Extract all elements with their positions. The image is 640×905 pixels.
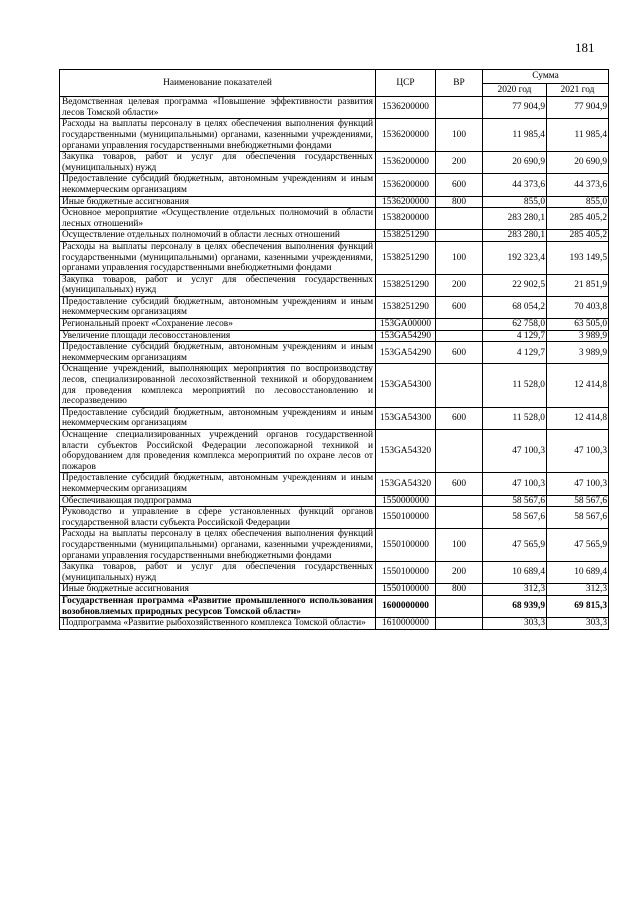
row-name-cell: Увеличение площади лесовосстановления (60, 330, 376, 342)
table-row (60, 407, 609, 429)
header-csr: ЦСР (376, 70, 436, 97)
row-2021-cell: 77 904,9 (547, 97, 609, 119)
row-name-cell: Иные бюджетные ассигнования (60, 584, 376, 596)
row-csr-cell: 1610000000 (376, 618, 436, 630)
table-row (60, 97, 609, 119)
row-csr-cell: 153GA54300 (376, 364, 436, 407)
table-row (60, 319, 609, 331)
table-row (60, 595, 609, 617)
row-vr-cell: 800 (436, 584, 483, 596)
row-vr-cell (436, 618, 483, 630)
row-name-cell: Предоставление субсидий бюджетным, автономным учреждениям и иным некоммерческим организациям (60, 473, 376, 495)
row-2020-cell: 312,3 (483, 584, 547, 596)
row-csr-cell: 1550100000 (376, 562, 436, 584)
row-csr-cell: 1538251290 (376, 230, 436, 242)
table-row (60, 119, 609, 152)
table-row (60, 330, 609, 342)
row-2021-cell: 855,0 (547, 196, 609, 208)
row-2021-cell: 69 815,3 (547, 595, 609, 617)
row-csr-cell: 1536200000 (376, 97, 436, 119)
row-name-cell: Предоставление субсидий бюджетным, автономным учреждениям и иным некоммерческим организациям (60, 342, 376, 364)
row-name-cell: Предоставление субсидий бюджетным, автономным учреждениям и иным некоммерческим организациям (60, 296, 376, 318)
row-csr-cell: 153GA54320 (376, 473, 436, 495)
row-2020-cell: 11 528,0 (483, 364, 547, 407)
row-csr-cell: 153GA54300 (376, 407, 436, 429)
row-2020-cell: 4 129,7 (483, 342, 547, 364)
table-row (60, 473, 609, 495)
row-2020-cell: 47 100,3 (483, 430, 547, 473)
table-row (60, 364, 609, 407)
row-2021-cell: 58 567,6 (547, 495, 609, 507)
row-name-cell: Закупка товаров, работ и услуг для обеспечения государственных (муниципальных) нужд (60, 562, 376, 584)
row-vr-cell (436, 319, 483, 331)
row-2020-cell: 11 985,4 (483, 119, 547, 152)
row-vr-cell (436, 97, 483, 119)
table-header (60, 70, 609, 97)
row-2020-cell: 283 280,1 (483, 230, 547, 242)
row-2020-cell: 47 565,9 (483, 529, 547, 562)
row-csr-cell: 1550100000 (376, 584, 436, 596)
table-row (60, 430, 609, 473)
row-2020-cell: 47 100,3 (483, 473, 547, 495)
row-name-cell: Осуществление отдельных полномочий в области лесных отношений (60, 230, 376, 242)
table-row (60, 529, 609, 562)
row-2020-cell: 68 939,9 (483, 595, 547, 617)
table-row (60, 562, 609, 584)
row-2021-cell: 12 414,8 (547, 407, 609, 429)
row-name-cell: Основное мероприятие «Осуществление отдельных полномочий в области лесных отношений» (60, 208, 376, 230)
table-row (60, 174, 609, 196)
row-vr-cell: 800 (436, 196, 483, 208)
header-2021: 2021 год (547, 83, 609, 97)
row-vr-cell: 600 (436, 407, 483, 429)
row-vr-cell (436, 495, 483, 507)
row-csr-cell: 1538251290 (376, 274, 436, 296)
header-name: Наименование показателей (60, 70, 376, 97)
row-vr-cell (436, 330, 483, 342)
header-2020: 2020 год (483, 83, 547, 97)
page-number: 181 (575, 40, 595, 55)
row-2021-cell: 70 403,8 (547, 296, 609, 318)
row-2020-cell: 77 904,9 (483, 97, 547, 119)
row-csr-cell: 1536200000 (376, 152, 436, 174)
row-2021-cell: 3 989,9 (547, 342, 609, 364)
row-2021-cell: 20 690,9 (547, 152, 609, 174)
table-row (60, 230, 609, 242)
row-2021-cell: 63 505,0 (547, 319, 609, 331)
header-vr: ВР (436, 70, 483, 97)
row-2020-cell: 192 323,4 (483, 241, 547, 274)
row-csr-cell: 1600000000 (376, 595, 436, 617)
row-name-cell: Расходы на выплаты персоналу в целях обеспечения выполнения функций государственными (муниципальными) органами, казенными учреждениями, органами управления государственными внебюджетными фондами (60, 119, 376, 152)
row-2020-cell: 4 129,7 (483, 330, 547, 342)
row-2021-cell: 21 851,9 (547, 274, 609, 296)
row-vr-cell: 600 (436, 174, 483, 196)
table-row (60, 584, 609, 596)
row-2020-cell: 11 528,0 (483, 407, 547, 429)
row-name-cell: Подпрограмма «Развитие рыбохозяйственного комплекса Томской области» (60, 618, 376, 630)
row-csr-cell: 1550000000 (376, 495, 436, 507)
row-2021-cell: 10 689,4 (547, 562, 609, 584)
row-csr-cell: 1536200000 (376, 196, 436, 208)
row-vr-cell: 100 (436, 529, 483, 562)
row-name-cell: Предоставление субсидий бюджетным, автономным учреждениям и иным некоммерческим организациям (60, 407, 376, 429)
row-name-cell: Предоставление субсидий бюджетным, автономным учреждениям и иным некоммерческим организациям (60, 174, 376, 196)
budget-table (59, 69, 609, 630)
row-name-cell: Расходы на выплаты персоналу в целях обеспечения выполнения функций государственными (муниципальными) органами, казенными учреждениями, органами управления государственными внебюджетными фондами (60, 529, 376, 562)
table-row (60, 296, 609, 318)
table-row (60, 196, 609, 208)
row-vr-cell: 100 (436, 119, 483, 152)
row-2020-cell: 283 280,1 (483, 208, 547, 230)
row-vr-cell: 200 (436, 562, 483, 584)
row-2021-cell: 47 565,9 (547, 529, 609, 562)
row-2021-cell: 285 405,2 (547, 208, 609, 230)
row-name-cell: Оснащение учреждений, выполняющих мероприятия по воспроизводству лесов, специализированной лесохозяйственной техникой и оборудованием для проведения комплекса мероприятий по лесовосстановлению и лесоразведению (60, 364, 376, 407)
row-2020-cell: 68 054,2 (483, 296, 547, 318)
table-row (60, 274, 609, 296)
row-csr-cell: 1536200000 (376, 174, 436, 196)
row-vr-cell: 200 (436, 152, 483, 174)
row-2020-cell: 855,0 (483, 196, 547, 208)
row-vr-cell (436, 595, 483, 617)
row-name-cell: Расходы на выплаты персоналу в целях обеспечения выполнения функций государственными (муниципальными) органами, казенными учреждениями, органами управления государственными внебюджетными фондами (60, 241, 376, 274)
table-row (60, 495, 609, 507)
row-vr-cell (436, 230, 483, 242)
row-2021-cell: 312,3 (547, 584, 609, 596)
row-csr-cell: 1538251290 (376, 296, 436, 318)
row-vr-cell: 100 (436, 241, 483, 274)
row-name-cell: Ведомственная целевая программа «Повышение эффективности развития лесов Томской области» (60, 97, 376, 119)
row-2020-cell: 62 758,0 (483, 319, 547, 331)
row-2021-cell: 11 985,4 (547, 119, 609, 152)
row-vr-cell (436, 208, 483, 230)
row-csr-cell: 1538200000 (376, 208, 436, 230)
row-name-cell: Государственная программа «Развитие промышленного использования возобновляемых природных ресурсов Томской области» (60, 595, 376, 617)
row-name-cell: Закупка товаров, работ и услуг для обеспечения государственных (муниципальных) нужд (60, 152, 376, 174)
row-csr-cell: 1538251290 (376, 241, 436, 274)
row-2021-cell: 44 373,6 (547, 174, 609, 196)
row-vr-cell: 600 (436, 342, 483, 364)
row-2021-cell: 12 414,8 (547, 364, 609, 407)
row-2020-cell: 58 567,6 (483, 507, 547, 529)
row-2021-cell: 193 149,5 (547, 241, 609, 274)
row-csr-cell: 153GA54290 (376, 342, 436, 364)
row-2020-cell: 10 689,4 (483, 562, 547, 584)
row-2020-cell: 22 902,5 (483, 274, 547, 296)
row-2021-cell: 47 100,3 (547, 430, 609, 473)
row-2021-cell: 3 989,9 (547, 330, 609, 342)
row-2021-cell: 285 405,2 (547, 230, 609, 242)
row-vr-cell (436, 507, 483, 529)
row-csr-cell: 1536200000 (376, 119, 436, 152)
table-row (60, 152, 609, 174)
row-2020-cell: 20 690,9 (483, 152, 547, 174)
header-sum: Сумма (483, 70, 609, 84)
row-vr-cell: 600 (436, 296, 483, 318)
row-2020-cell: 303,3 (483, 618, 547, 630)
row-vr-cell (436, 364, 483, 407)
row-2021-cell: 303,3 (547, 618, 609, 630)
row-csr-cell: 1550100000 (376, 529, 436, 562)
row-2020-cell: 44 373,6 (483, 174, 547, 196)
row-name-cell: Региональный проект «Сохранение лесов» (60, 319, 376, 331)
row-name-cell: Иные бюджетные ассигнования (60, 196, 376, 208)
row-2020-cell: 58 567,6 (483, 495, 547, 507)
row-csr-cell: 153GA54320 (376, 430, 436, 473)
table-row (60, 507, 609, 529)
row-csr-cell: 153GA00000 (376, 319, 436, 331)
row-name-cell: Оснащение специализированных учреждений органов государственной власти субъектов Российской Федерации лесопожарной техникой и оборудованием для проведения комплекса мероприятий по охране лесов от пожаров (60, 430, 376, 473)
row-2021-cell: 47 100,3 (547, 473, 609, 495)
row-name-cell: Руководство и управление в сфере установленных функций органов государственной власти субъекта Российской Федерации (60, 507, 376, 529)
table-row (60, 241, 609, 274)
row-csr-cell: 1550100000 (376, 507, 436, 529)
table-row (60, 342, 609, 364)
row-vr-cell: 200 (436, 274, 483, 296)
table-body (60, 97, 609, 630)
row-vr-cell: 600 (436, 473, 483, 495)
row-csr-cell: 153GA54290 (376, 330, 436, 342)
table-row (60, 618, 609, 630)
table-row (60, 208, 609, 230)
row-name-cell: Закупка товаров, работ и услуг для обеспечения государственных (муниципальных) нужд (60, 274, 376, 296)
row-name-cell: Обеспечивающая подпрограмма (60, 495, 376, 507)
row-2021-cell: 58 567,6 (547, 507, 609, 529)
row-vr-cell (436, 430, 483, 473)
